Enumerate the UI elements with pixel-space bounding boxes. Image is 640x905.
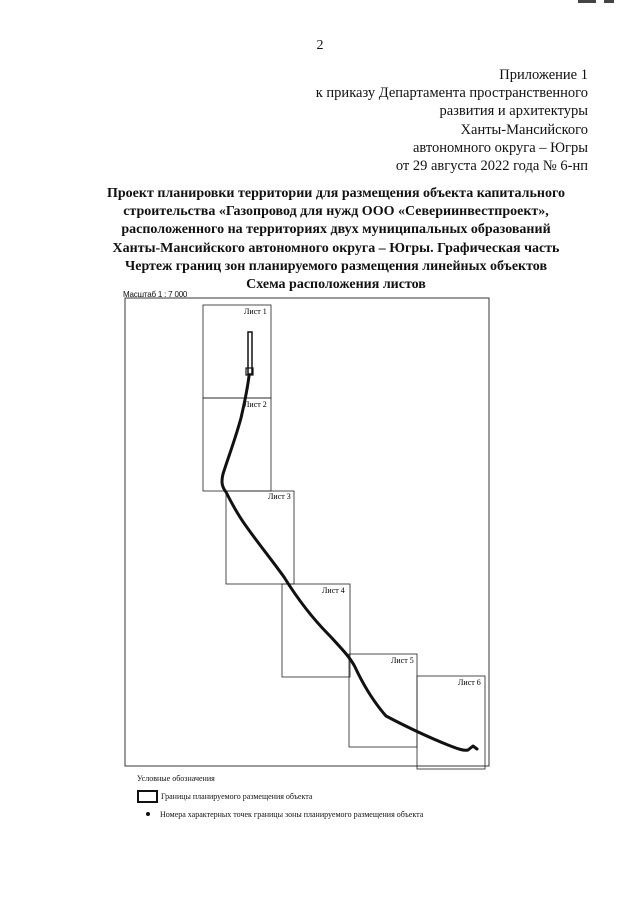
sheet-1-label: Лист 1 [244,307,267,316]
sheet-2-frame [203,398,271,491]
appendix-line: к приказу Департамента пространственного [315,85,588,102]
title-line: Схема расположения листов [246,277,426,293]
sheet-1-frame [203,305,271,398]
legend-boundary-label: Границы планируемого размещения объекта [161,792,313,801]
pipeline-route [222,376,477,750]
appendix-line: Приложение 1 [499,67,588,83]
sheet-3-label: Лист 3 [268,492,291,501]
sheet-3-frame [226,491,294,584]
bullet-icon [146,812,150,816]
legend-points-label: Номера характерных точек границы зоны планируемого размещения объекта [160,810,424,819]
appendix-line: от 29 августа 2022 года № 6-нп [395,158,588,175]
map-frame [125,298,489,766]
appendix-line: Ханты-Мансийского [460,121,588,138]
sheet-4-label: Лист 4 [322,586,345,595]
appendix-line: развития и архитектуры [439,103,588,120]
title-line: расположенного на территориях двух муниципальных образований [121,222,551,238]
sheet-6-label: Лист 6 [458,678,481,687]
sheet-4-frame [282,584,350,677]
legend-title: Условные обозначения [137,774,215,783]
page-number: 2 [316,38,324,53]
appendix-line: автономного округа – Югры [412,139,588,156]
title-line: Чертеж границ зон планируемого размещения линейных объектов [124,258,548,274]
sheet-2-label: Лист 2 [244,400,267,409]
title-line: строительства «Газопровод для нужд ООО «Севериинвестпроект», [123,204,549,220]
scale-label: Масштаб 1 : 7 000 [123,290,188,299]
title-line: Проект планировки территории для размещения объекта капитального [106,186,566,201]
sheet-5-label: Лист 5 [391,656,414,665]
sheet-5-frame [349,654,417,747]
boundary-legend-symbol [137,790,158,803]
sheet-6-frame [417,676,485,769]
title-line: Ханты-Мансийского автономного округа – Югры. Графическая часть [112,240,560,256]
